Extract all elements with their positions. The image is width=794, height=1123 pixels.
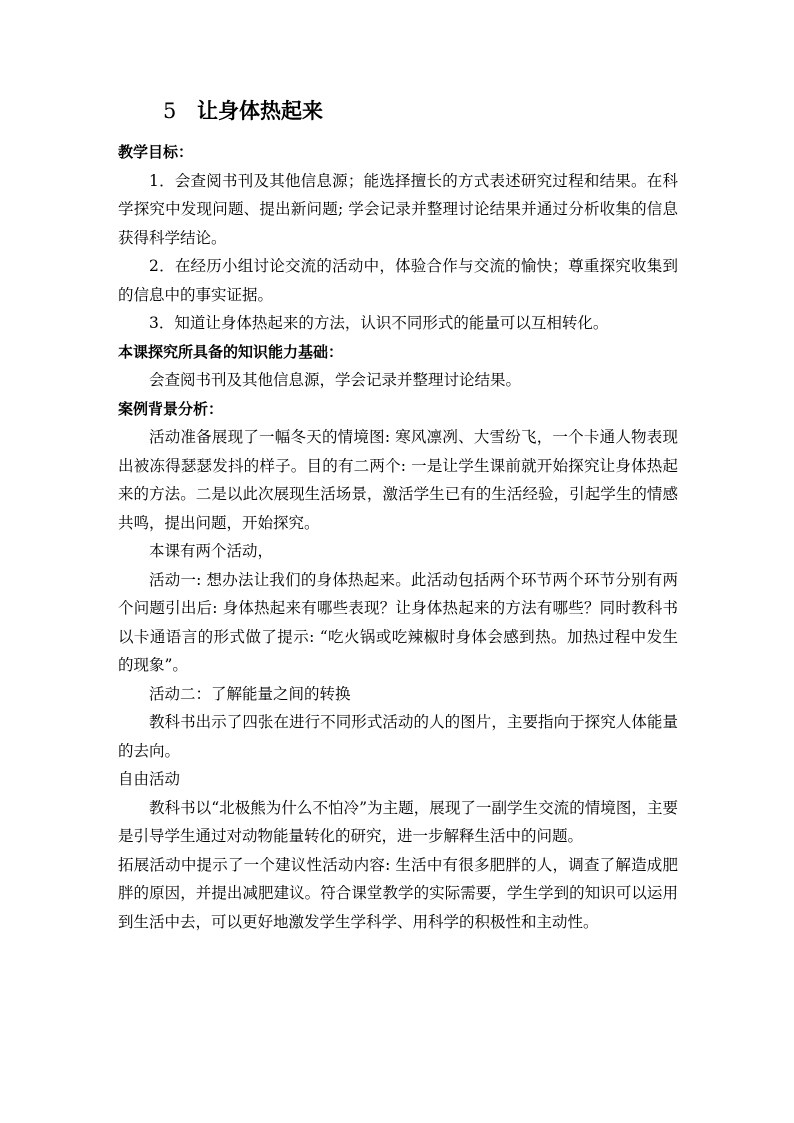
activity-2-heading: 活动二：了解能量之间的转换 — [149, 684, 351, 703]
goal-item-1: 1．会查阅书刊及其他信息源；能选择擅长的方式表述研究过程和结果。在科学探究中发现问题、提出新问题; 学会记录并整理讨论结果并通过分析收集的信息获得科学结论。 — [118, 171, 678, 247]
free-activity-paragraph: 教科书以“北极熊为什么不怕冷”为主题，展现了一副学生交流的情境图，主要是引导学生通过对动物能量转化的研究，进一步解释生活中的问题。 — [118, 798, 678, 845]
activity-2-paragraph: 教科书出示了四张在进行不同形式活动的人的图片，主要指向于探究人体能量的去向。 — [118, 713, 678, 760]
extension-paragraph: 拓展活动中提示了一个建议性活动内容: 生活中有很多肥胖的人，调查了解造成肥胖的原因，并提出减肥建议。符合课堂教学的实际需要，学生学到的知识可以运用到生活中去，可以更好地激发学生学科学、用科学的积极性和主动性。 — [118, 855, 678, 931]
background-paragraph-1: 活动准备展现了一幅冬天的情境图: 寒风凛冽、大雪纷飞，一个卡通人物表现出被冻得瑟瑟发抖的样子。目的有二两个: 一是让学生课前就开始探究让身体热起来的方法。二是以此次展现生活场景，激活学生已有的生活经验，引起学生的情感共鸣，提出问题，开始探究。 — [118, 428, 678, 532]
lesson-title-text: 让身体热起来 — [197, 98, 323, 123]
foundation-paragraph: 会查阅书刊及其他信息源，学会记录并整理讨论结果。 — [149, 371, 522, 389]
background-heading: 案例背景分析： — [118, 399, 224, 418]
lesson-number: 5 — [163, 99, 177, 123]
foundation-heading: 本课探究所具备的知识能力基础： — [118, 342, 344, 361]
activity-1-paragraph: 活动一: 想办法让我们的身体热起来。此活动包括两个环节两个环节分别有两个问题引出后: 身体热起来有哪些表现？让身体热起来的方法有哪些？同时教科书以卡通语言的形式做了提示: “吃火锅或吃辣椒时身体会感到热。加热过程中发生的现象”。 — [118, 570, 678, 674]
background-paragraph-2: 本课有两个活动， — [149, 542, 274, 560]
free-activity-heading: 自由活动 — [118, 770, 181, 788]
lesson-title — [163, 96, 323, 126]
goal-item-2: 2．在经历小组讨论交流的活动中，体验合作与交流的愉快；尊重探究收集到的信息中的事实证据。 — [118, 257, 678, 304]
goal-item-3: 3．知道让身体热起来的方法，认识不同形式的能量可以互相转化。 — [149, 314, 609, 332]
goals-heading: 教学目标： — [118, 143, 194, 161]
document-body — [118, 138, 678, 936]
